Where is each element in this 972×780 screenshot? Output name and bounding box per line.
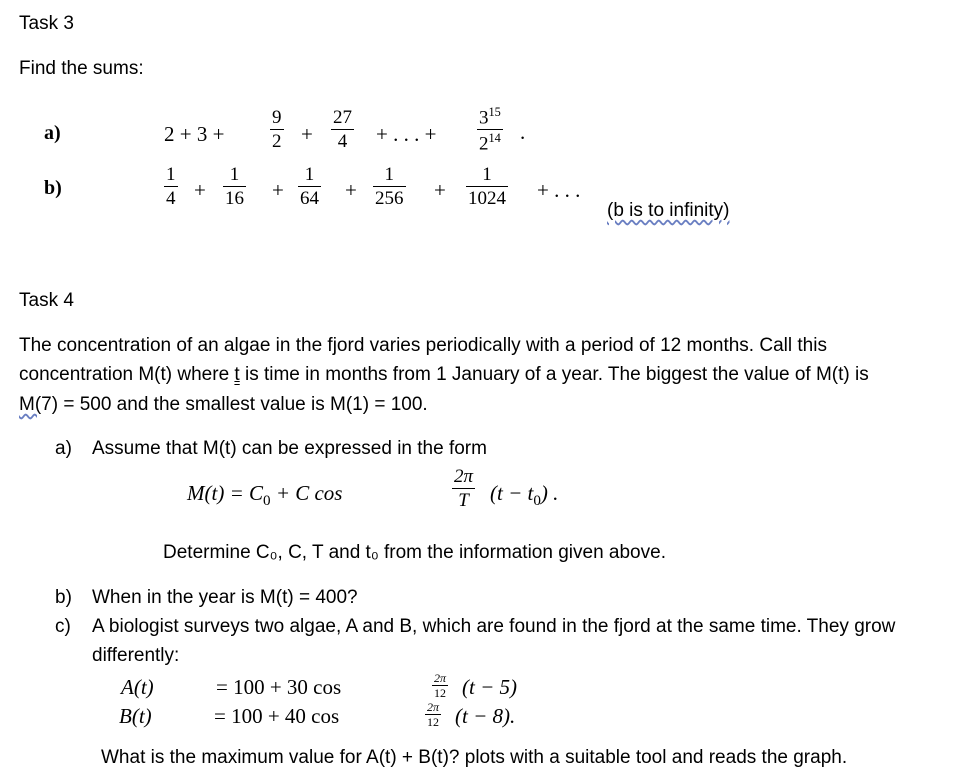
- task4-final-question: What is the maximum value for A(t) + B(t)? plots with a suitable tool and reads the graph.: [101, 747, 848, 768]
- task3-b-plus-4: +: [434, 178, 446, 202]
- task3-b-plus-2: +: [272, 178, 284, 202]
- task3-b-term-2: [223, 165, 246, 208]
- task4-a-text: Assume that M(t) can be expressed in the form: [92, 438, 487, 459]
- task3-b-term-5: [466, 165, 508, 208]
- task4-para-line2-t: t: [234, 364, 240, 385]
- task4-B-rhs-post: (t − 8).: [455, 704, 516, 728]
- task4-A-frac-num: 2π: [434, 671, 447, 685]
- task3-a-frac2-den: 4: [337, 131, 348, 152]
- task4-para-line1: The concentration of an algae in the fjord varies periodically with a period of 12 months. Call this: [19, 335, 827, 356]
- fraction-bar: [477, 129, 503, 130]
- task4-B-frac: [425, 701, 441, 728]
- task4-b-text: When in the year is M(t) = 400?: [92, 587, 358, 608]
- fraction-bar: [331, 129, 354, 130]
- task4-para-line2: [19, 365, 869, 384]
- task4-c-text1: A biologist surveys two algae, A and B, which are found in the fjord at the same time. They grow: [92, 616, 896, 637]
- task4-A-rhs-post: (t − 5): [462, 675, 517, 699]
- task4-para-line3-rest: 7) = 500 and the smallest value is M(1) = 100.: [41, 394, 428, 415]
- task3-b-term-5-den: 1024: [468, 188, 506, 209]
- task4-B-frac-den: 12: [427, 715, 439, 729]
- task4-para-line3-m: M(: [19, 394, 42, 415]
- task3-b-term-1-den: 4: [166, 188, 176, 209]
- task3-b-term-2-den: 16: [225, 188, 244, 209]
- task4-determine: Determine C₀, C, T and t₀ from the information given above.: [163, 542, 666, 563]
- task3-b-note-text: (b is to infinity): [607, 200, 730, 221]
- task3-a-frac-27-4: [331, 108, 354, 151]
- task4-para-line3: [19, 395, 428, 414]
- task4-title: Task 4: [19, 290, 74, 311]
- task3-prompt: Find the sums:: [19, 58, 144, 79]
- task4-A-rhs-pre: = 100 + 30 cos: [216, 675, 342, 699]
- fraction-bar: [466, 186, 508, 187]
- task4-formula-frac-num: 2π: [454, 466, 474, 487]
- task4-formula-frac-den: T: [458, 490, 469, 511]
- task3-b-term-3-num: 1: [304, 164, 315, 185]
- task4-formula-lhs: $M(t) = C_0 + C$ cos: [187, 481, 343, 510]
- task3-b-note: [607, 201, 729, 220]
- task3-a-label: a): [44, 122, 61, 144]
- task3-b-term-2-num: 1: [229, 164, 240, 185]
- task4-formula-frac: [452, 467, 475, 510]
- task3-a-plus: +: [301, 122, 313, 146]
- task3-a-frac3-num: $3^{15}$: [479, 105, 501, 129]
- task3-b-term-5-num: 1: [482, 164, 492, 185]
- task3-b-term-3: [298, 165, 321, 208]
- fraction-bar: [452, 488, 475, 489]
- task3-b-term-4: [373, 165, 406, 208]
- task3-b-plus-3: +: [345, 178, 357, 202]
- task4-A-lhs: A(t): [121, 675, 154, 699]
- task4-b-label: b): [55, 587, 72, 608]
- task3-a-end-dot: .: [520, 120, 526, 144]
- task3-b-label: b): [44, 177, 62, 199]
- task3-a-frac3-den: $2^{14}$: [479, 131, 501, 155]
- task3-a-frac2-num: 27: [333, 107, 352, 128]
- task3-b-term-3-den: 64: [300, 188, 319, 209]
- task3-a-frac1-den: 2: [272, 131, 282, 152]
- task3-a-frac-3-15-over-2-14: [477, 106, 503, 154]
- task4-para-line2-a: concentration M(t) where: [19, 364, 235, 385]
- task3-a-frac1-num: 9: [272, 107, 282, 128]
- task3-b-term-1-num: 1: [166, 164, 176, 185]
- fraction-bar: [223, 186, 246, 187]
- task4-formula-rhs: $(t - t_0)$ .: [490, 481, 559, 510]
- task4-c-label: c): [55, 616, 71, 637]
- fraction-bar: [270, 129, 284, 130]
- fraction-bar: [164, 186, 178, 187]
- task3-b-term-1: [164, 165, 178, 208]
- fraction-bar: [373, 186, 406, 187]
- task3-b-tail: + . . .: [537, 178, 581, 202]
- task4-A-frac: [432, 672, 448, 699]
- task4-B-lhs: B(t): [119, 704, 152, 728]
- task3-title: Task 3: [19, 13, 74, 34]
- task4-B-rhs-pre: = 100 + 40 cos: [214, 704, 340, 728]
- task3-a-dots: + . . . +: [376, 122, 437, 146]
- task3-a-frac-9-2: [270, 108, 284, 151]
- fraction-bar: [298, 186, 321, 187]
- task4-c-text2: differently:: [92, 645, 180, 666]
- task3-b-term-4-den: 256: [375, 188, 404, 209]
- task4-A-frac-den: 12: [434, 686, 446, 700]
- task3-b-term-4-num: 1: [384, 164, 394, 185]
- task4-a-label: a): [55, 438, 72, 459]
- task4-B-frac-num: 2π: [427, 700, 440, 714]
- task3-b-plus-1: +: [194, 178, 206, 202]
- task3-a-expr-start: 2 + 3 +: [164, 122, 225, 146]
- task4-para-line2-b: is time in months from 1 January of a year. The biggest the value of M(t) is: [239, 364, 869, 385]
